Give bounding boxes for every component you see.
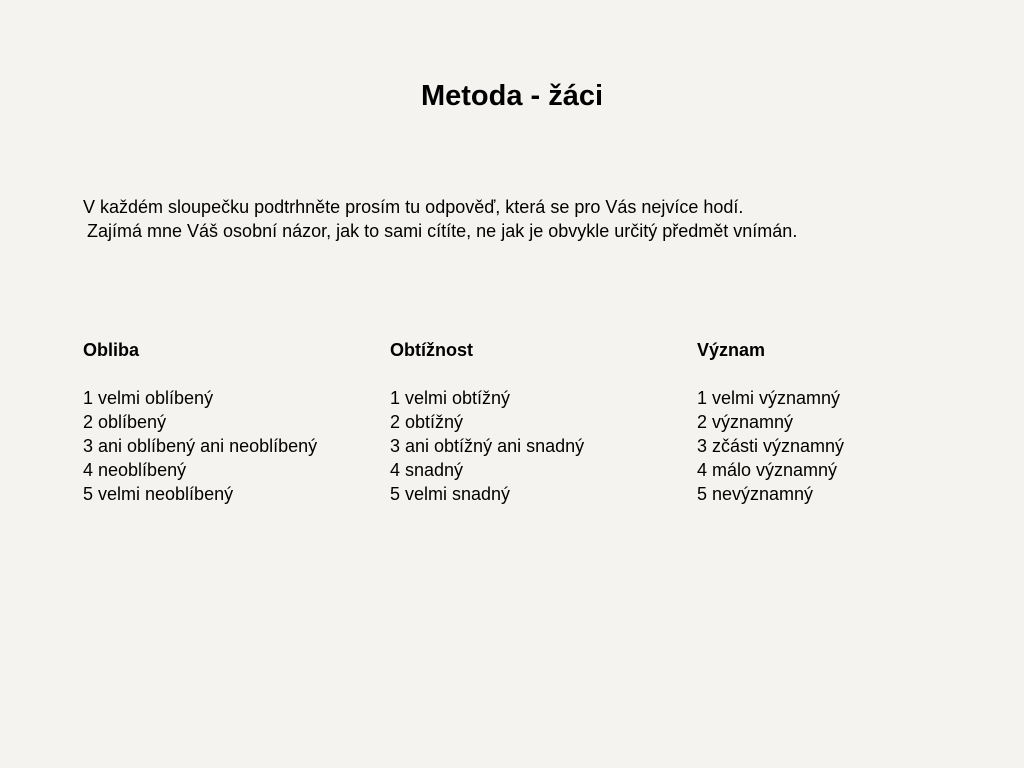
option-item: 5 velmi snadný (390, 484, 511, 504)
column-obtiznost (390, 338, 584, 506)
option-item: 2 oblíbený (83, 412, 167, 432)
column-heading: Obliba (83, 340, 140, 360)
option-item: 2 významný (697, 412, 794, 432)
column-heading: Význam (697, 340, 766, 360)
option-item: 4 málo významný (697, 460, 838, 480)
instruction-line-1: V každém sloupečku podtrhněte prosím tu odpověď, která se pro Vás nejvíce hodí. (83, 197, 744, 217)
option-item: 1 velmi významný (697, 388, 841, 408)
instructions (83, 195, 983, 243)
option-item: 4 snadný (390, 460, 464, 480)
option-item: 3 ani obtížný ani snadný (390, 436, 585, 456)
column-obliba (83, 338, 317, 506)
option-item: 1 velmi obtížný (390, 388, 511, 408)
option-item: 5 nevýznamný (697, 484, 814, 504)
column-vyznam (697, 338, 844, 506)
option-item: 1 velmi oblíbený (83, 388, 214, 408)
option-item: 3 zčásti významný (697, 436, 845, 456)
option-item: 5 velmi neoblíbený (83, 484, 234, 504)
option-item: 2 obtížný (390, 412, 464, 432)
slide-title: Metoda - žáci (420, 80, 604, 112)
instruction-line-2: Zajímá mne Váš osobní názor, jak to sami cítíte, ne jak je obvykle určitý předmět vnímán. (87, 221, 798, 241)
option-item: 3 ani oblíbený ani neoblíbený (83, 436, 318, 456)
option-item: 4 neoblíbený (83, 460, 187, 480)
column-heading: Obtížnost (390, 340, 473, 360)
